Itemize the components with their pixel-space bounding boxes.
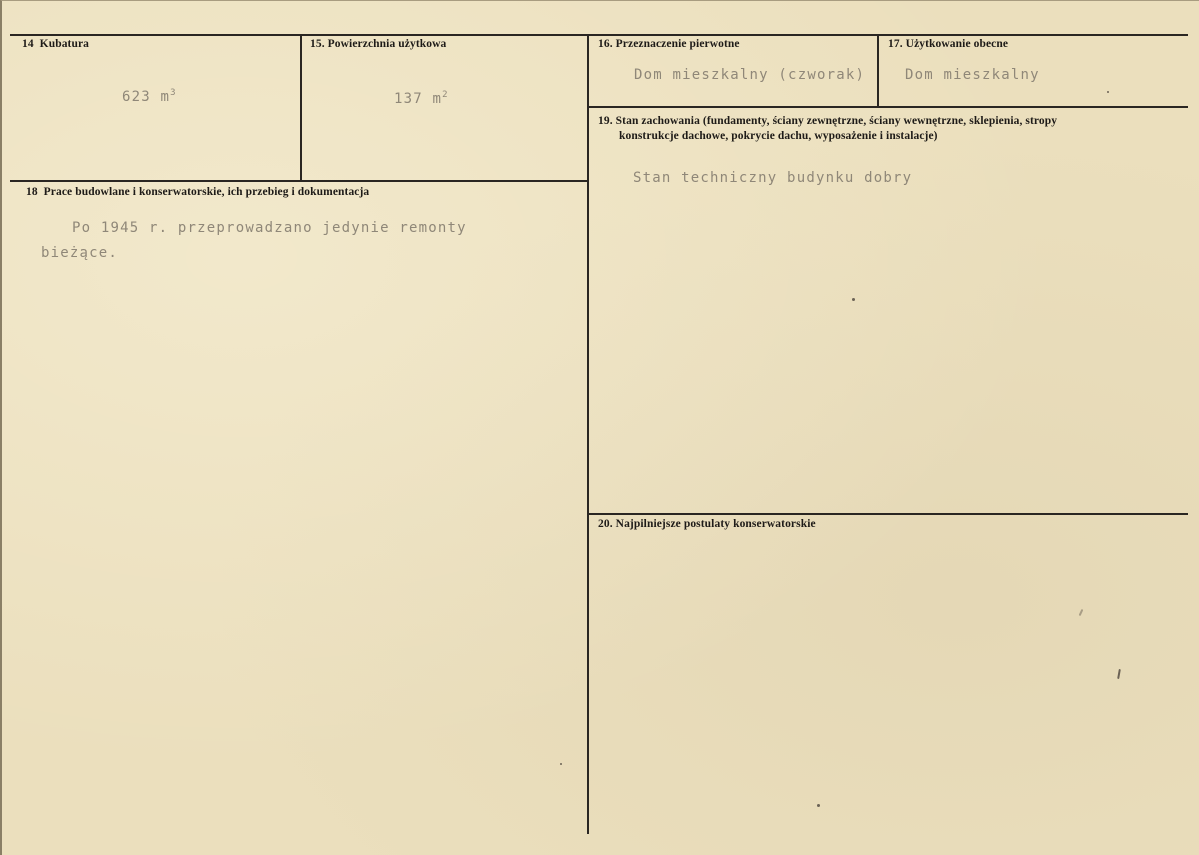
- field-14-label: 14 Kubatura: [22, 38, 90, 50]
- field-19-value: Stan techniczny budynku dobry: [633, 170, 913, 186]
- paper-speck: [817, 804, 820, 807]
- field-18-value-line2: bieżące.: [41, 245, 119, 261]
- field-14-value: 623 $m^3$: [122, 88, 177, 105]
- field-15-value: 137 $m^2$: [394, 90, 449, 107]
- center-divider: [587, 35, 589, 834]
- field-20-label: 20. Najpilniejsze postulaty konserwatorskie: [598, 518, 816, 530]
- divider-16-17: [877, 35, 879, 107]
- paper-speck: [1117, 669, 1121, 679]
- paper-speck: [1079, 609, 1084, 616]
- divider-14-15: [300, 35, 302, 180]
- paper-speck: [852, 298, 855, 301]
- field-19-label: 19. Stan zachowania (fundamenty, ściany zewnętrzne, ściany wewnętrzne, sklepienia, stropy konstrukcje dachowe, pokrycie dachu, wyposażenie i instalacje): [598, 115, 1058, 142]
- top-rule: [10, 34, 1188, 36]
- field-16-value: Dom mieszkalny (czworak): [634, 67, 866, 83]
- field-16-label: 16. Przeznaczenie pierwotne: [598, 38, 740, 50]
- paper-speck: [560, 763, 562, 765]
- field-15-label: 15. Powierzchnia użytkowa: [310, 38, 447, 50]
- rule-under-14-15: [10, 180, 587, 182]
- field-18-label: 18 Prace budowlane i konserwatorskie, ich przebieg i dokumentacja: [26, 186, 370, 198]
- field-18-value-line1: Po 1945 r. przeprowadzano jedynie remonty: [72, 220, 467, 236]
- rule-under-16-17: [589, 106, 1188, 108]
- field-17-value: Dom mieszkalny: [905, 67, 1040, 83]
- rule-under-19: [589, 513, 1188, 515]
- field-17-label: 17. Użytkowanie obecne: [888, 38, 1009, 50]
- paper-speck: [1107, 91, 1109, 93]
